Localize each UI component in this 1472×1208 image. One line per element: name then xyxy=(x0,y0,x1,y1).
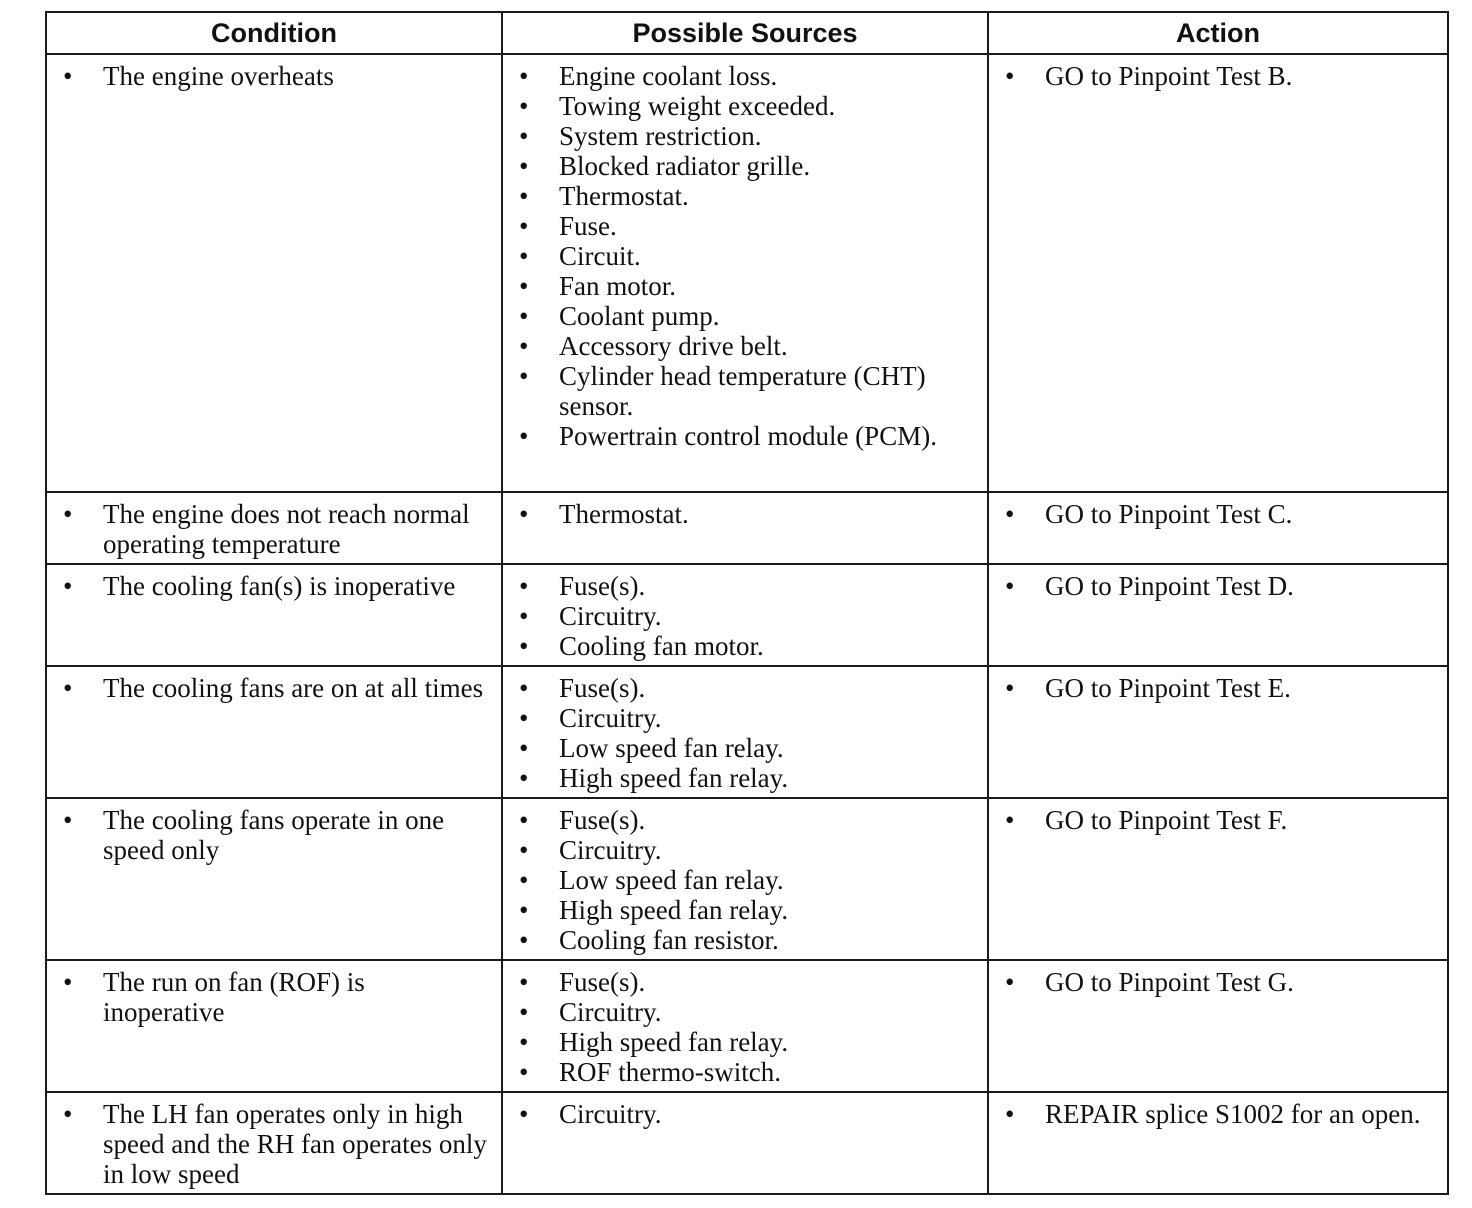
table-row xyxy=(46,54,1448,492)
table-row xyxy=(46,1092,1448,1194)
source-item: • Fuse(s). xyxy=(513,571,977,601)
table-row xyxy=(46,564,1448,666)
condition-cell xyxy=(46,564,502,666)
source-item: • Low speed fan relay. xyxy=(513,733,977,763)
condition-text: • The cooling fan(s) is inoperative xyxy=(57,571,491,601)
source-item: • High speed fan relay. xyxy=(513,895,977,925)
source-item: • Circuitry. xyxy=(513,703,977,733)
source-item: • Towing weight exceeded. xyxy=(513,91,977,121)
source-item: • Fuse. xyxy=(513,211,977,241)
table-row xyxy=(46,492,1448,564)
sources-cell xyxy=(502,564,988,666)
source-item: • System restriction. xyxy=(513,121,977,151)
action-text: • GO to Pinpoint Test D. xyxy=(999,571,1437,601)
action-cell xyxy=(988,1092,1448,1194)
condition-cell xyxy=(46,492,502,564)
action-text: • REPAIR splice S1002 for an open. xyxy=(999,1099,1437,1129)
source-item: • Circuitry. xyxy=(513,1099,977,1129)
source-item: • Fuse(s). xyxy=(513,967,977,997)
source-item: • Cooling fan resistor. xyxy=(513,925,977,955)
condition-text: • The run on fan (ROF) is inoperative xyxy=(57,967,491,1027)
sources-cell xyxy=(502,666,988,798)
table-row xyxy=(46,960,1448,1092)
source-item: • Accessory drive belt. xyxy=(513,331,977,361)
diagnosis-table xyxy=(45,11,1449,1195)
source-item: • Engine coolant loss. xyxy=(513,61,977,91)
header-row xyxy=(46,12,1448,54)
sources-cell xyxy=(502,1092,988,1194)
source-item: • Blocked radiator grille. xyxy=(513,151,977,181)
header-action: Action xyxy=(988,12,1448,54)
action-cell xyxy=(988,54,1448,492)
action-text: • GO to Pinpoint Test B. xyxy=(999,61,1437,91)
source-item: • Circuitry. xyxy=(513,601,977,631)
action-cell xyxy=(988,564,1448,666)
action-cell xyxy=(988,798,1448,960)
condition-cell xyxy=(46,960,502,1092)
action-text: • GO to Pinpoint Test E. xyxy=(999,673,1437,703)
source-item: • Powertrain control module (PCM). xyxy=(513,421,977,451)
source-item: • Fuse(s). xyxy=(513,805,977,835)
action-cell xyxy=(988,666,1448,798)
source-item: • Thermostat. xyxy=(513,499,977,529)
condition-text: • The LH fan operates only in high speed and the RH fan operates only in low speed xyxy=(57,1099,491,1189)
source-item: • Circuit. xyxy=(513,241,977,271)
condition-text: • The cooling fans operate in one speed only xyxy=(57,805,491,865)
condition-cell xyxy=(46,1092,502,1194)
condition-cell xyxy=(46,798,502,960)
action-text: • GO to Pinpoint Test F. xyxy=(999,805,1437,835)
source-item: • Low speed fan relay. xyxy=(513,865,977,895)
source-item: • Thermostat. xyxy=(513,181,977,211)
header-condition: Condition xyxy=(46,12,502,54)
sources-cell xyxy=(502,54,988,492)
condition-cell xyxy=(46,666,502,798)
condition-text: • The engine overheats xyxy=(57,61,491,91)
source-item: • ROF thermo-switch. xyxy=(513,1057,977,1087)
table-row xyxy=(46,798,1448,960)
source-item: • Circuitry. xyxy=(513,997,977,1027)
condition-text: • The cooling fans are on at all times xyxy=(57,673,491,703)
source-item: • High speed fan relay. xyxy=(513,763,977,793)
condition-cell xyxy=(46,54,502,492)
source-item: • Cylinder head temperature (CHT) sensor. xyxy=(513,361,977,421)
source-item: • Fan motor. xyxy=(513,271,977,301)
source-item: • Coolant pump. xyxy=(513,301,977,331)
table-row xyxy=(46,666,1448,798)
source-item: • Circuitry. xyxy=(513,835,977,865)
sources-cell xyxy=(502,960,988,1092)
sources-cell xyxy=(502,798,988,960)
action-text: • GO to Pinpoint Test C. xyxy=(999,499,1437,529)
action-cell xyxy=(988,492,1448,564)
header-possible-sources: Possible Sources xyxy=(502,12,988,54)
condition-text: • The engine does not reach normal operating temperature xyxy=(57,499,491,559)
action-text: • GO to Pinpoint Test G. xyxy=(999,967,1437,997)
source-item: • High speed fan relay. xyxy=(513,1027,977,1057)
source-item: • Cooling fan motor. xyxy=(513,631,977,661)
sources-cell xyxy=(502,492,988,564)
action-cell xyxy=(988,960,1448,1092)
source-item: • Fuse(s). xyxy=(513,673,977,703)
